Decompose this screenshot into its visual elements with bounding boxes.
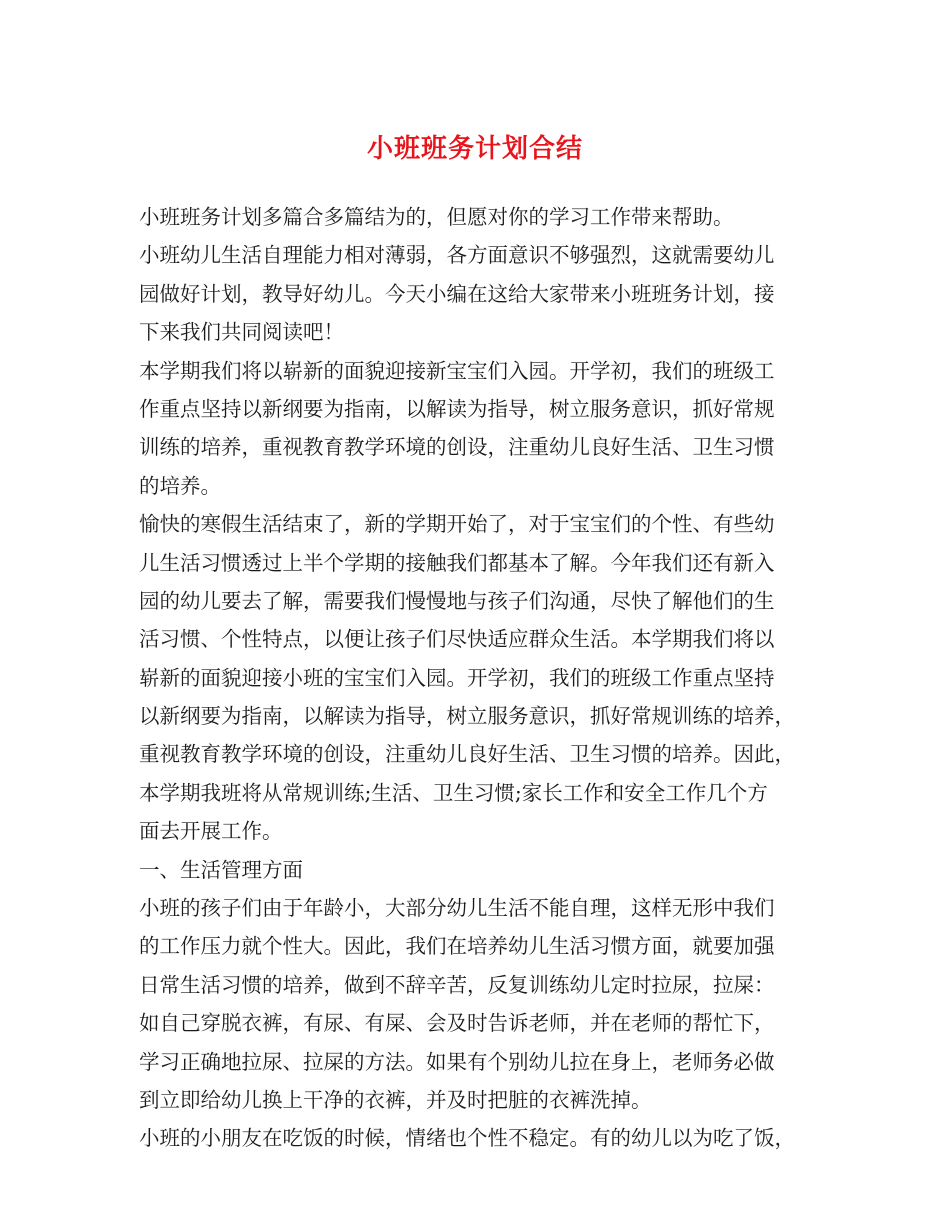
text-line: 的工作压力就个性大。因此，我们在培养幼儿生活习惯方面，就要加强	[139, 934, 775, 959]
text-line: 面去开展工作。	[139, 819, 283, 844]
text-line: 训练的培养，重视教育教学环境的创设，注重幼儿良好生活、卫生习惯	[139, 435, 775, 460]
text-line: 日常生活习惯的培养，做到不辞辛苦，反复训练幼儿定时拉尿，拉屎：	[139, 972, 775, 997]
text-line: 愉快的寒假生活结束了，新的学期开始了，对于宝宝们的个性、有些幼	[139, 512, 775, 537]
text-line: 园的幼儿要去了解，需要我们慢慢地与孩子们沟通，尽快了解他们的生	[139, 588, 775, 613]
document-body	[139, 198, 819, 1158]
text-line: 园做好计划，教导好幼儿。今天小编在这给大家带来小班班务计划，接	[139, 281, 775, 306]
text-line: 崭新的面貌迎接小班的宝宝们入园。开学初，我们的班级工作重点坚持	[139, 665, 775, 690]
text-line: 本学期我们将以崭新的面貌迎接新宝宝们入园。开学初，我们的班级工	[139, 358, 775, 383]
text-line: 儿生活习惯透过上半个学期的接触我们都基本了解。今年我们还有新入	[139, 550, 775, 575]
text-line: 如自己穿脱衣裤，有尿、有屎、会及时告诉老师，并在老师的帮忙下，	[139, 1011, 775, 1036]
document-title: 小班班务计划合结	[366, 134, 583, 164]
text-line: 小班的孩子们由于年龄小，大部分幼儿生活不能自理，这样无形中我们	[139, 896, 775, 921]
text-line: 小班的小朋友在吃饭的时候，情绪也个性不稳定。有的幼儿以为吃了饭，	[139, 1126, 795, 1151]
text-line: 以新纲要为指南，以解读为指导，树立服务意识，抓好常规训练的培养，	[139, 704, 795, 729]
text-line: 的培养。	[139, 473, 221, 498]
text-line: 学习正确地拉尿、拉屎的方法。如果有个别幼儿拉在身上，老师务必做	[139, 1049, 775, 1074]
text-line: 小班幼儿生活自理能力相对薄弱，各方面意识不够强烈，这就需要幼儿	[139, 243, 775, 268]
text-line: 活习惯、个性特点，以便让孩子们尽快适应群众生活。本学期我们将以	[139, 627, 775, 652]
text-line: 重视教育教学环境的创设，注重幼儿良好生活、卫生习惯的培养。因此，	[139, 742, 795, 767]
text-line: 到立即给幼儿换上干净的衣裤，并及时把脏的衣裤洗掉。	[139, 1087, 652, 1112]
text-line: 本学期我班将从常规训练;生活、卫生习惯;家长工作和安全工作几个方	[139, 780, 768, 805]
text-line: 作重点坚持以新纲要为指南，以解读为指导，树立服务意识，抓好常规	[139, 396, 775, 421]
text-line: 小班班务计划多篇合多篇结为的，但愿对你的学习工作带来帮助。	[139, 205, 734, 229]
section-heading: 一、生活管理方面	[139, 857, 303, 882]
text-line: 下来我们共同阅读吧！	[139, 320, 344, 345]
